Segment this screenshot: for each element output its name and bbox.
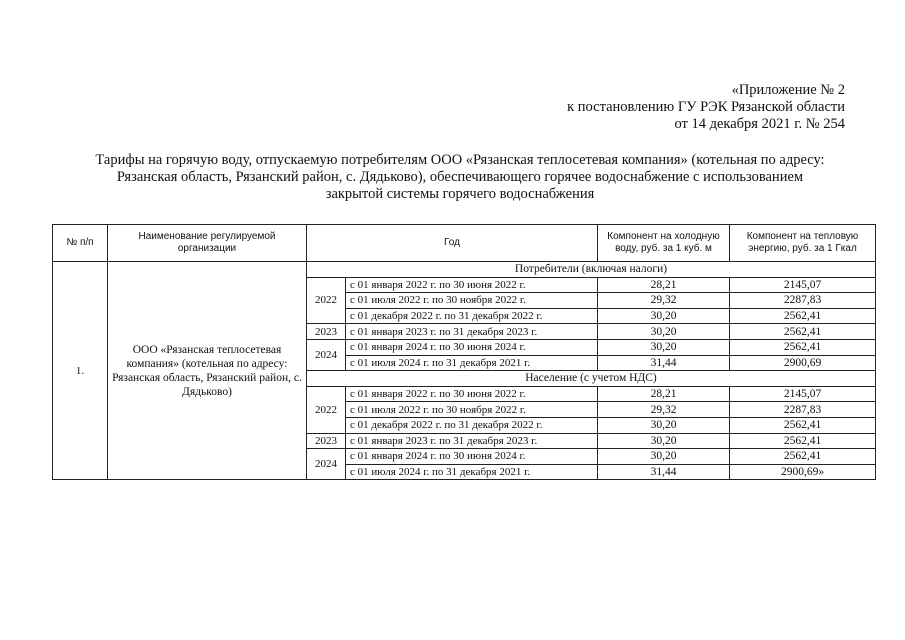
header-num: № п/п [53, 225, 108, 262]
section-row [53, 262, 876, 278]
cold-value: 30,20 [598, 417, 730, 433]
heat-value: 2900,69 [730, 355, 876, 371]
year-cell: 2023 [307, 324, 346, 340]
period-cell: с 01 января 2024 г. по 30 июня 2024 г. [346, 339, 598, 355]
cold-value: 30,20 [598, 433, 730, 449]
heat-value: 2562,41 [730, 433, 876, 449]
heat-value: 2562,41 [730, 308, 876, 324]
cold-value: 30,20 [598, 308, 730, 324]
period-cell: с 01 декабря 2022 г. по 31 декабря 2022 г. [346, 308, 598, 324]
period-cell: с 01 июля 2022 г. по 30 ноября 2022 г. [346, 402, 598, 418]
appendix-line-3: от 14 декабря 2021 г. № 254 [674, 116, 845, 132]
row-number: 1. [53, 262, 108, 480]
heat-value: 2145,07 [730, 386, 876, 402]
header-org: Наименование регулируемой организации [108, 225, 307, 262]
period-cell: с 01 июля 2022 г. по 30 ноября 2022 г. [346, 293, 598, 309]
title-line-1: Тарифы на горячую воду, отпускаемую потребителям ООО «Рязанская теплосетевая компания» (котельная по адресу: [95, 152, 825, 168]
period-cell: с 01 декабря 2022 г. по 31 декабря 2022 г. [346, 417, 598, 433]
header-year: Год [307, 225, 598, 262]
cold-value: 30,20 [598, 339, 730, 355]
heat-value: 2145,07 [730, 277, 876, 293]
period-cell: с 01 января 2022 г. по 30 июня 2022 г. [346, 277, 598, 293]
period-cell: с 01 января 2022 г. по 30 июня 2022 г. [346, 386, 598, 402]
heat-value: 2562,41 [730, 324, 876, 340]
heat-value: 2287,83 [730, 293, 876, 309]
organization-name: ООО «Рязанская теплосетевая компания» (котельная по адресу: Рязанская область, Рязанский район, с. Дядьково) [108, 262, 307, 480]
appendix-reference [567, 82, 845, 133]
period-cell: с 01 января 2023 г. по 31 декабря 2023 г. [346, 324, 598, 340]
table-header-row [53, 225, 876, 262]
header-heat: Компонент на тепловую энергию, руб. за 1 Гкал [730, 225, 876, 262]
heat-value: 2562,41 [730, 417, 876, 433]
year-cell: 2022 [307, 386, 346, 433]
period-cell: с 01 января 2024 г. по 30 июня 2024 г. [346, 449, 598, 465]
cold-value: 31,44 [598, 464, 730, 480]
section-title: Потребители (включая налоги) [307, 262, 876, 278]
period-cell: с 01 января 2023 г. по 31 декабря 2023 г. [346, 433, 598, 449]
appendix-line-1: «Приложение № 2 [731, 82, 845, 98]
document-title [40, 152, 880, 203]
tariff-table [52, 224, 876, 480]
year-cell: 2024 [307, 339, 346, 370]
cold-value: 29,32 [598, 402, 730, 418]
header-cold: Компонент на холодную воду, руб. за 1 куб. м [598, 225, 730, 262]
period-cell: с 01 июля 2024 г. по 31 декабря 2021 г. [346, 464, 598, 480]
appendix-line-2: к постановлению ГУ РЭК Рязанской области [567, 99, 845, 115]
year-cell: 2022 [307, 277, 346, 324]
cold-value: 30,20 [598, 324, 730, 340]
cold-value: 30,20 [598, 449, 730, 465]
period-cell: с 01 июля 2024 г. по 31 декабря 2021 г. [346, 355, 598, 371]
cold-value: 28,21 [598, 277, 730, 293]
title-line-2: Рязанская область, Рязанский район, с. Дядьково), обеспечивающего горячее водоснабжение с использованием [116, 169, 804, 185]
heat-value: 2562,41 [730, 449, 876, 465]
cold-value: 28,21 [598, 386, 730, 402]
section-title: Население (с учетом НДС) [307, 371, 876, 387]
heat-value: 2900,69» [730, 464, 876, 480]
year-cell: 2023 [307, 433, 346, 449]
cold-value: 29,32 [598, 293, 730, 309]
title-line-3: закрытой системы горячего водоснабжения [325, 186, 595, 202]
year-cell: 2024 [307, 449, 346, 480]
cold-value: 31,44 [598, 355, 730, 371]
heat-value: 2287,83 [730, 402, 876, 418]
heat-value: 2562,41 [730, 339, 876, 355]
